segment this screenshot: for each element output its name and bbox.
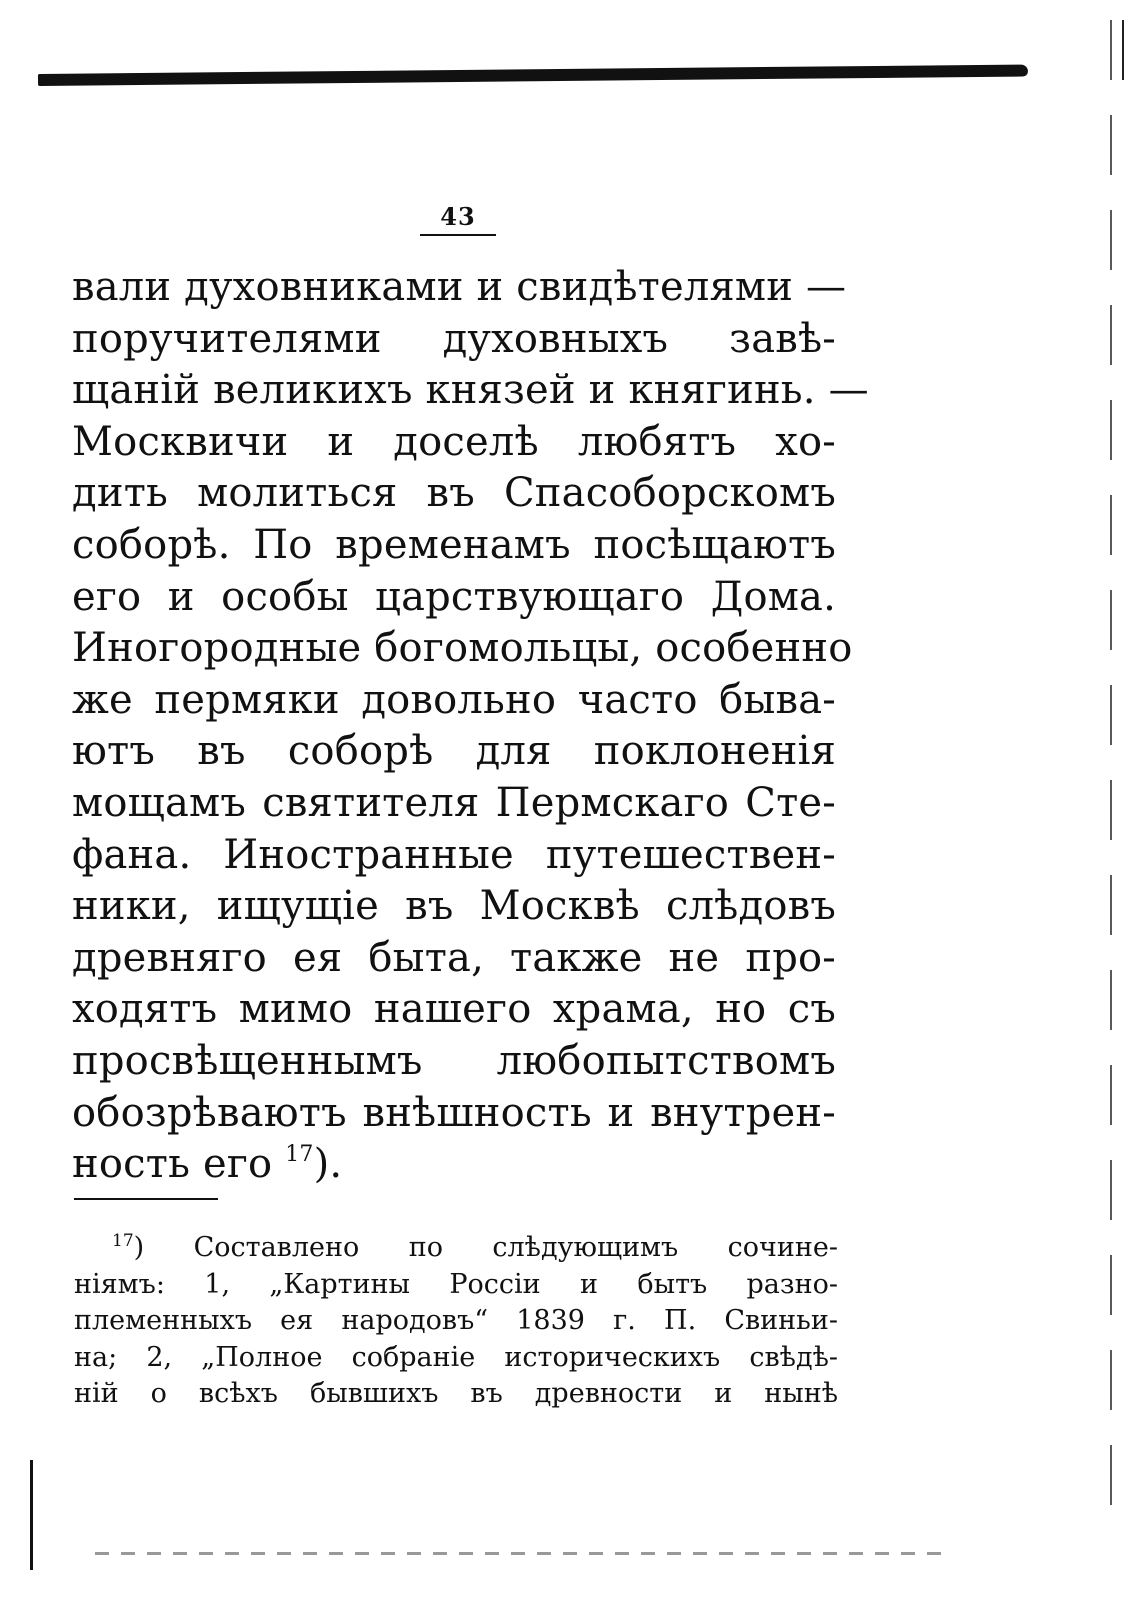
footnote-line: на; 2, „Полное собраніе историческихъ свѣдѣ- bbox=[74, 1341, 838, 1373]
top-rule bbox=[38, 64, 1028, 86]
text-line: поручителями духовныхъ завѣ- bbox=[72, 315, 836, 362]
text-line: его и особы царствующаго Дома. bbox=[72, 573, 836, 620]
text-line: фана. Иностранные путешествен- bbox=[72, 831, 836, 878]
text-line-last-body: ность его bbox=[72, 1141, 286, 1188]
text-line: обозрѣваютъ внѣшность и внутрен- bbox=[72, 1089, 836, 1136]
right-page-edge-mark bbox=[1122, 20, 1124, 80]
text-line: древняго ея быта, также не про- bbox=[72, 934, 836, 981]
text-line: вали духовниками и свидѣтелями — bbox=[72, 264, 847, 310]
main-text bbox=[72, 262, 869, 1191]
footnote-rule bbox=[74, 1198, 218, 1200]
page-number: 43 bbox=[440, 202, 476, 231]
text-line: ники, ищущіе въ Москвѣ слѣдовъ bbox=[72, 883, 836, 930]
footnote-line: ній о всѣхъ бывшихъ въ древности и нынѣ bbox=[74, 1378, 838, 1409]
footnote-first-line-text: ) Составлено по слѣдующимъ сочине- bbox=[133, 1232, 838, 1263]
bottom-scan-marks bbox=[95, 1552, 945, 1555]
text-line: дить молиться въ Спасоборскомъ bbox=[72, 470, 836, 517]
text-line-last bbox=[72, 1139, 836, 1191]
text-line: соборѣ. По временамъ посѣщаютъ bbox=[72, 521, 836, 568]
footnote-marker: 17 bbox=[112, 1231, 134, 1251]
text-line: щаній великихъ князей и княгинь. — bbox=[72, 367, 869, 414]
text-line: же пермяки довольно часто быва- bbox=[72, 676, 836, 723]
text-line: Москвичи и доселѣ любятъ хо- bbox=[72, 418, 836, 465]
text-line-last-tail: ). bbox=[313, 1141, 343, 1188]
footnote-line bbox=[74, 1230, 838, 1267]
text-line: ютъ въ соборѣ для поклоненія bbox=[72, 728, 836, 775]
text-line: ходятъ мимо нашего храма, но съ bbox=[72, 986, 836, 1033]
footnote-line: племенныхъ ея народовъ“ 1839 г. П. Свиньи- bbox=[74, 1305, 838, 1336]
footnote-line: ніямъ: 1, „Картины Россіи и бытъ разно- bbox=[74, 1268, 838, 1300]
text-line: Иногородные богомольцы, особенно bbox=[72, 625, 853, 672]
text-line: мощамъ святителя Пермскаго Сте- bbox=[72, 779, 836, 826]
footnote bbox=[74, 1230, 838, 1413]
page-number-rule bbox=[420, 234, 496, 236]
footnote-reference[interactable]: 17 bbox=[285, 1142, 314, 1168]
left-page-edge bbox=[30, 1460, 33, 1570]
right-page-edge bbox=[1110, 20, 1112, 1540]
text-line: просвѣщеннымъ любопытствомъ bbox=[72, 1037, 836, 1084]
